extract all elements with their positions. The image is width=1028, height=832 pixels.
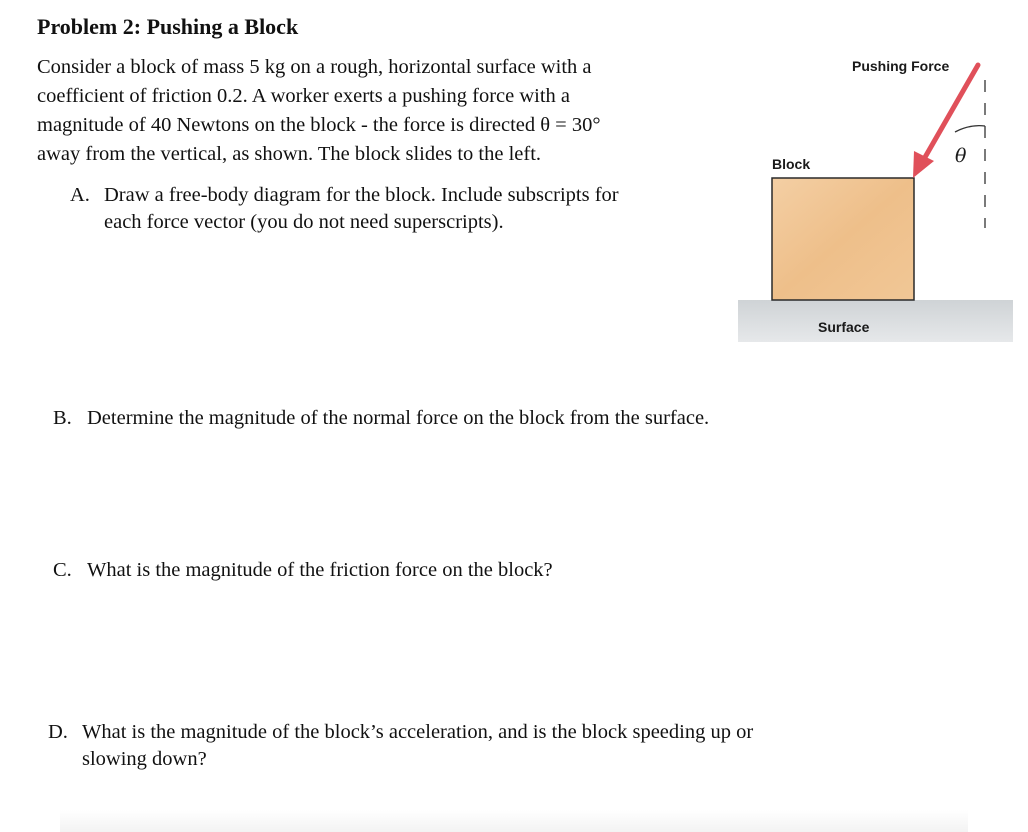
intro-line: magnitude of 40 Newtons on the block - the force is directed θ = 30° (37, 114, 601, 136)
question-text: Draw a free-body diagram for the block. Include subscripts for (104, 184, 619, 206)
theta-symbol: θ (955, 145, 967, 167)
question-text: Determine the magnitude of the normal force on the block from the surface. (87, 407, 710, 429)
intro-line: Consider a block of mass 5 kg on a rough, horizontal surface with a (37, 56, 592, 78)
question-letter: C. (53, 559, 72, 581)
page-bottom-shadow (60, 810, 968, 832)
question-text: each force vector (you do not need superscripts). (104, 211, 504, 233)
question-text: What is the magnitude of the friction force on the block? (87, 559, 553, 581)
question-text: What is the magnitude of the block’s acceleration, and is the block speeding up or (82, 721, 754, 743)
question-letter: D. (48, 721, 68, 743)
problem-title: Problem 2: Pushing a Block (37, 14, 299, 39)
intro-line: away from the vertical, as shown. The block slides to the left. (37, 143, 542, 165)
question-text: slowing down? (82, 748, 207, 770)
block (772, 178, 914, 300)
force-label: Pushing Force (852, 58, 950, 74)
question-letter: A. (70, 184, 90, 206)
block-label: Block (772, 156, 811, 172)
surface (738, 300, 1013, 342)
angle-arc (955, 126, 985, 132)
question-letter: B. (53, 407, 72, 429)
surface-label: Surface (818, 319, 870, 335)
pushing-force-arrow (913, 65, 978, 178)
intro-line: coefficient of friction 0.2. A worker exerts a pushing force with a (37, 85, 571, 107)
